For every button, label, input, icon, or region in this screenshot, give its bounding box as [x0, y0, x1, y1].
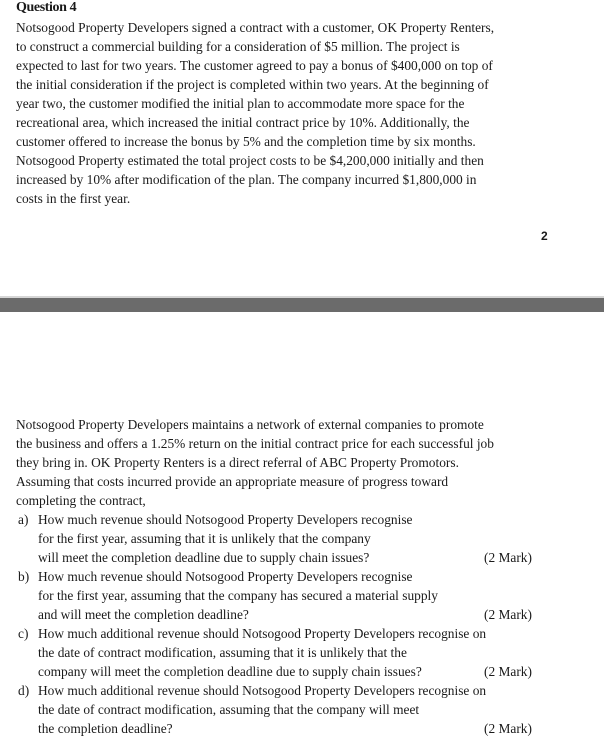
question-label-c: c) [18, 626, 29, 641]
scenario-line: customer offered to increase the bonus by 5% and the completion time by six months. [16, 134, 476, 149]
question-b-line: and will meet the completion deadline? [38, 607, 249, 622]
scenario-line: year two, the customer modified the initial plan to accommodate more space for the [16, 96, 465, 111]
question-c-marks: (2 Mark) [484, 664, 532, 679]
question-label-b: b) [18, 569, 30, 584]
question-b-line: for the first year, assuming that the company has secured a material supply [38, 588, 438, 603]
page-number: 2 [541, 229, 548, 243]
question-a-line: How much revenue should Notsogood Property Developers recognise [38, 512, 413, 527]
question-a-line: for the first year, assuming that it is unlikely that the company [38, 531, 371, 546]
intro-line: completing the contract, [16, 493, 146, 508]
question-label-a: a) [18, 512, 29, 527]
scenario-line: the initial consideration if the project is completed within two years. At the beginning of [16, 77, 489, 92]
scenario-line: recreational area, which increased the initial contract price by 10%. Additionally, the [16, 115, 470, 130]
question-c-line: the date of contract modification, assuming that it is unlikely that the [38, 645, 407, 660]
question-d-line: How much additional revenue should Notsogood Property Developers recognise on [38, 683, 487, 698]
question-a-marks: (2 Mark) [484, 550, 532, 565]
page-1 [0, 0, 604, 298]
scenario-line: Notsogood Property Developers signed a contract with a customer, OK Property Renters, [16, 20, 495, 35]
scenario-line: increased by 10% after modification of the plan. The company incurred $1,800,000 in [16, 172, 477, 187]
question-a-line: will meet the completion deadline due to supply chain issues? [38, 550, 370, 565]
question-b-line: How much revenue should Notsogood Property Developers recognise [38, 569, 413, 584]
intro-line: they bring in. OK Property Renters is a direct referral of ABC Property Promotors. [16, 455, 459, 470]
question-d-line: the completion deadline? [38, 721, 173, 736]
page-break [0, 298, 604, 312]
question-label-d: d) [18, 683, 30, 698]
page-2 [0, 312, 604, 756]
question-d-line: the date of contract modification, assuming that the company will meet [38, 702, 420, 717]
intro-line: the business and offers a 1.25% return on the initial contract price for each successful job [16, 436, 494, 451]
scenario-line: Notsogood Property estimated the total project costs to be $4,200,000 initially and then [16, 153, 484, 168]
scenario-line: costs in the first year. [16, 191, 131, 206]
intro-line: Notsogood Property Developers maintains a network of external companies to promote [16, 417, 484, 432]
scenario-line: expected to last for two years. The customer agreed to pay a bonus of $400,000 on top of [16, 58, 493, 73]
question-c-line: company will meet the completion deadline due to supply chain issues? [38, 664, 422, 679]
intro-line: Assuming that costs incurred provide an appropriate measure of progress toward [16, 474, 449, 489]
scenario-line: to construct a commercial building for a consideration of $5 million. The project is [16, 39, 460, 54]
question-b-marks: (2 Mark) [484, 607, 532, 622]
question-c-line: How much additional revenue should Notsogood Property Developers recognise on [38, 626, 487, 641]
question-heading: Question 4 [16, 0, 77, 15]
question-d-marks: (2 Mark) [484, 721, 532, 736]
